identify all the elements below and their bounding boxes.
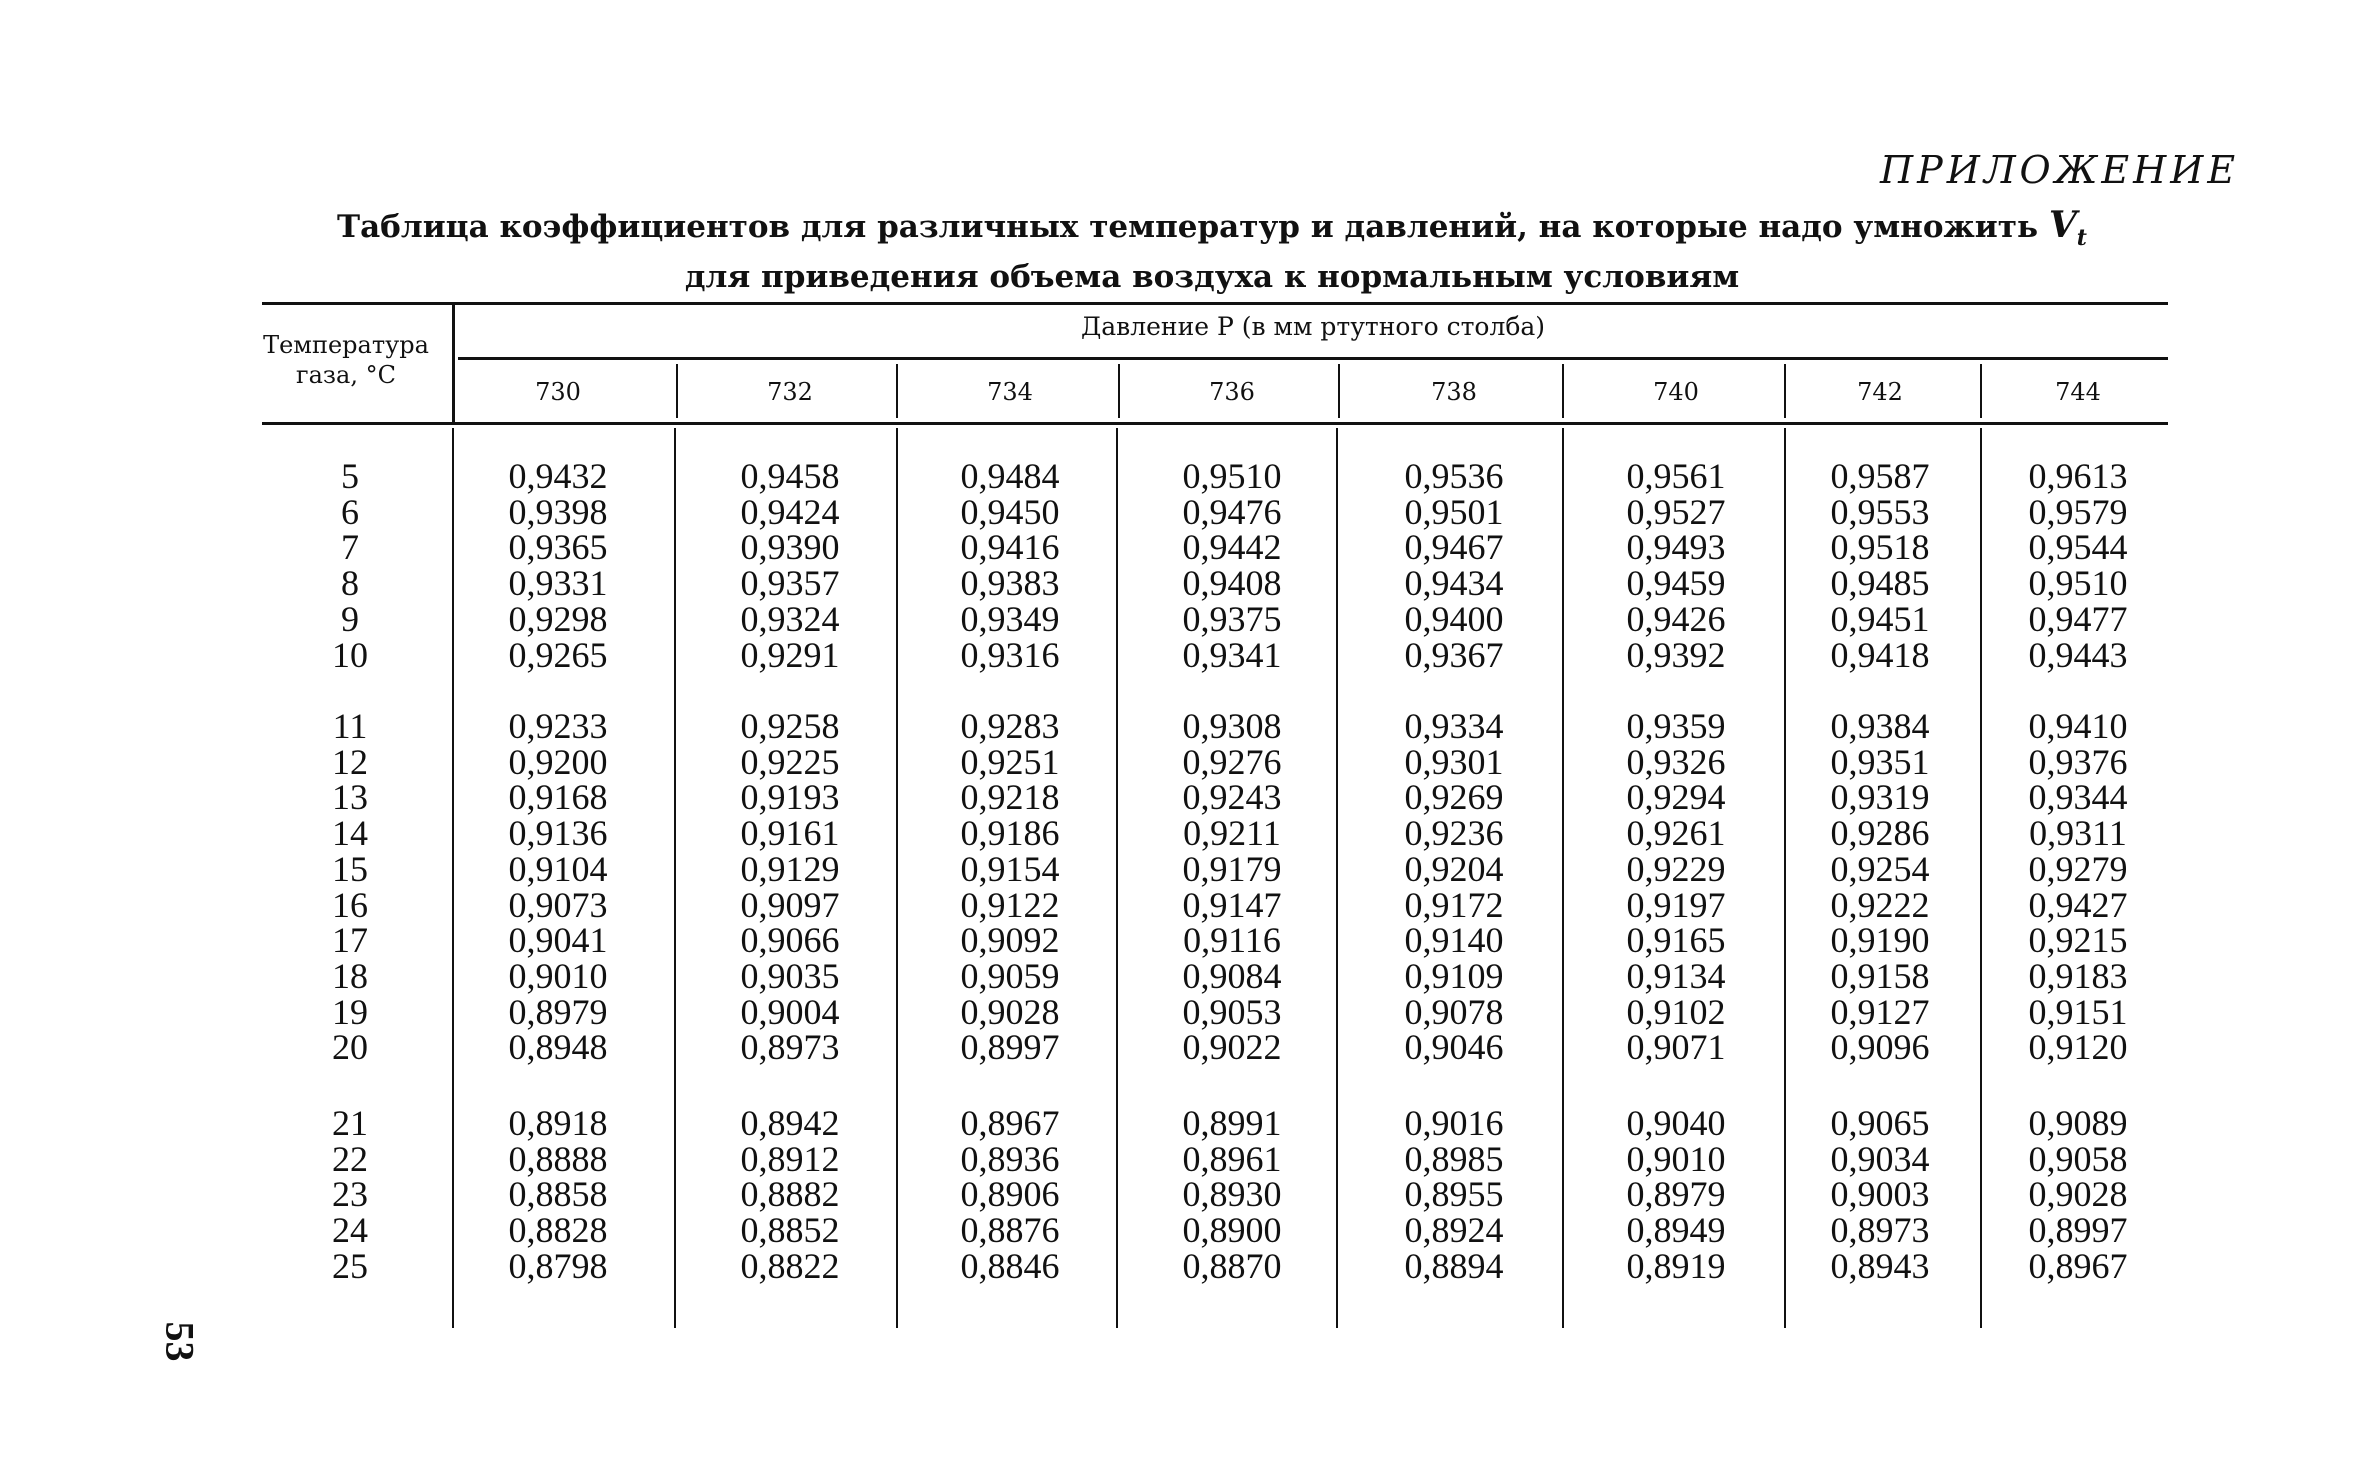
coefficient-cell: 0,9427 <box>2028 884 2128 925</box>
pressure-header: Давление P (в мм ртутного столба) <box>1080 312 1546 341</box>
coefficient-cell: 0,9432 <box>508 456 608 496</box>
coefficient-cell: 0,9434 <box>1404 563 1504 604</box>
temperature-cell: 16 <box>332 884 368 925</box>
coefficient-cell: 0,9120 <box>2028 1027 2128 1068</box>
coefficient-cell: 0,9065 <box>1830 1103 1930 1143</box>
coefficient-cell: 0,9190 <box>1830 920 1930 961</box>
temperature-cell: 5 <box>341 456 359 496</box>
coefficient-cell: 0,9127 <box>1830 991 1930 1032</box>
coefficient-cell: 0,9458 <box>740 456 840 496</box>
temperature-cell: 13 <box>332 777 368 818</box>
coefficient-cell: 0,9066 <box>740 920 840 961</box>
coefficient-cell: 0,9510 <box>2028 563 2128 604</box>
header-column-divider <box>1980 364 1982 418</box>
coefficient-cell: 0,8930 <box>1182 1174 1282 1215</box>
coefficient-cell: 0,9134 <box>1626 955 1726 996</box>
pressure-column-header: 730 <box>535 378 581 406</box>
coefficient-cell: 0,9053 <box>1182 991 1282 1032</box>
coefficient-cell: 0,8870 <box>1182 1245 1282 1286</box>
coefficient-cell: 0,8894 <box>1404 1245 1504 1286</box>
coefficient-cell: 0,9004 <box>740 991 840 1032</box>
coefficient-cell: 0,9316 <box>960 634 1060 675</box>
coefficient-cell: 0,9016 <box>1404 1103 1504 1143</box>
coefficient-cell: 0,9501 <box>1404 491 1504 532</box>
coefficient-cell: 0,9579 <box>2028 491 2128 532</box>
coefficient-cell: 0,9424 <box>740 491 840 532</box>
coefficient-cell: 0,9003 <box>1830 1174 1930 1215</box>
coefficient-cell: 0,9442 <box>1182 527 1282 568</box>
coefficient-cell: 0,9451 <box>1830 598 1930 639</box>
coefficient-cell: 0,9518 <box>1830 527 1930 568</box>
body-column-divider <box>1562 428 1564 1328</box>
coefficient-cell: 0,9078 <box>1404 991 1504 1032</box>
temperature-cell: 23 <box>332 1174 368 1215</box>
coefficient-cell: 0,9319 <box>1830 777 1930 818</box>
coefficient-cell: 0,9536 <box>1404 456 1504 496</box>
coefficient-cell: 0,8991 <box>1182 1103 1282 1143</box>
coefficient-cell: 0,9254 <box>1830 848 1930 889</box>
coefficient-cell: 0,9392 <box>1626 634 1726 675</box>
coefficient-cell: 0,9040 <box>1626 1103 1726 1143</box>
coefficient-cell: 0,9258 <box>740 706 840 746</box>
temperature-cell: 15 <box>332 848 368 889</box>
coefficient-cell: 0,9193 <box>740 777 840 818</box>
coefficient-cell: 0,9416 <box>960 527 1060 568</box>
coefficient-cell: 0,8858 <box>508 1174 608 1215</box>
coefficient-cell: 0,9426 <box>1626 598 1726 639</box>
coefficient-cell: 0,9073 <box>508 884 608 925</box>
coefficient-cell: 0,9326 <box>1626 741 1726 782</box>
coefficient-cell: 0,9544 <box>2028 527 2128 568</box>
coefficient-cell: 0,9286 <box>1830 813 1930 854</box>
title-variable: $V_t$ <box>2048 204 2087 252</box>
coefficient-cell: 0,8948 <box>508 1027 608 1068</box>
pressure-column-header: 738 <box>1431 378 1477 406</box>
coefficient-cell: 0,9251 <box>960 741 1060 782</box>
coefficient-cell: 0,9071 <box>1626 1027 1726 1068</box>
coefficient-cell: 0,9410 <box>2028 706 2128 746</box>
coefficient-cell: 0,9443 <box>2028 634 2128 675</box>
coefficient-cell: 0,9233 <box>508 706 608 746</box>
temperature-cell: 22 <box>332 1138 368 1179</box>
top-rule <box>262 302 2168 305</box>
coefficient-cell: 0,8997 <box>960 1027 1060 1068</box>
coefficient-cell: 0,9028 <box>960 991 1060 1032</box>
coefficient-cell: 0,8900 <box>1182 1210 1282 1251</box>
header-column-divider <box>676 364 678 418</box>
coefficient-cell: 0,9046 <box>1404 1027 1504 1068</box>
temperature-cell: 20 <box>332 1027 368 1068</box>
temperature-cell: 21 <box>332 1103 368 1143</box>
coefficient-cell: 0,8936 <box>960 1138 1060 1179</box>
coefficient-cell: 0,9022 <box>1182 1027 1282 1068</box>
coefficient-cell: 0,9294 <box>1626 777 1726 818</box>
appendix-label: ПРИЛОЖЕНИЕ <box>1880 148 2240 192</box>
coefficient-cell: 0,9058 <box>2028 1138 2128 1179</box>
coefficient-cell: 0,9261 <box>1626 813 1726 854</box>
temperature-cell: 19 <box>332 991 368 1032</box>
coefficient-cell: 0,8955 <box>1404 1174 1504 1215</box>
coefficient-cell: 0,9122 <box>960 884 1060 925</box>
coefficient-cell: 0,8924 <box>1404 1210 1504 1251</box>
coefficient-cell: 0,9484 <box>960 456 1060 496</box>
coefficient-cell: 0,9408 <box>1182 563 1282 604</box>
coefficient-cell: 0,8912 <box>740 1138 840 1179</box>
coefficient-cell: 0,9147 <box>1182 884 1282 925</box>
header-column-divider <box>1784 364 1786 418</box>
temperature-cell: 12 <box>332 741 368 782</box>
coefficient-cell: 0,9351 <box>1830 741 1930 782</box>
coefficient-cell: 0,9510 <box>1182 456 1282 496</box>
coefficient-cell: 0,9010 <box>1626 1138 1726 1179</box>
coefficient-cell: 0,9225 <box>740 741 840 782</box>
coefficient-cell: 0,9400 <box>1404 598 1504 639</box>
coefficient-cell: 0,9308 <box>1182 706 1282 746</box>
coefficient-cell: 0,9140 <box>1404 920 1504 961</box>
body-column-divider <box>1784 428 1786 1328</box>
coefficient-cell: 0,9301 <box>1404 741 1504 782</box>
coefficient-cell: 0,9096 <box>1830 1027 1930 1068</box>
coefficient-cell: 0,8997 <box>2028 1210 2128 1251</box>
coefficient-cell: 0,9587 <box>1830 456 1930 496</box>
coefficient-cell: 0,9084 <box>1182 955 1282 996</box>
coefficient-cell: 0,8906 <box>960 1174 1060 1215</box>
coefficient-cell: 0,8979 <box>508 991 608 1032</box>
coefficient-cell: 0,8961 <box>1182 1138 1282 1179</box>
temperature-cell: 10 <box>332 634 368 675</box>
coefficient-cell: 0,9243 <box>1182 777 1282 818</box>
coefficient-cell: 0,9151 <box>2028 991 2128 1032</box>
coefficient-cell: 0,8852 <box>740 1210 840 1251</box>
coefficient-cell: 0,9493 <box>1626 527 1726 568</box>
body-column-divider <box>1980 428 1982 1328</box>
coefficient-cell: 0,8979 <box>1626 1174 1726 1215</box>
temperature-cell: 11 <box>332 706 368 746</box>
coefficient-cell: 0,9165 <box>1626 920 1726 961</box>
pressure-column-header: 740 <box>1653 378 1699 406</box>
coefficient-cell: 0,8888 <box>508 1138 608 1179</box>
body-column-divider <box>896 428 898 1328</box>
temperature-cell: 25 <box>332 1245 368 1286</box>
body-column-divider <box>1116 428 1118 1328</box>
coefficient-cell: 0,8949 <box>1626 1210 1726 1251</box>
coefficient-cell: 0,9197 <box>1626 884 1726 925</box>
title-line-2: для приведения объема воздуха к нормальным условиям <box>684 259 1740 296</box>
coefficient-cell: 0,9298 <box>508 598 608 639</box>
coefficient-cell: 0,9365 <box>508 527 608 568</box>
coefficient-cell: 0,9485 <box>1830 563 1930 604</box>
temperature-cell: 7 <box>341 527 359 568</box>
coefficient-cell: 0,9200 <box>508 741 608 782</box>
pressure-column-header: 736 <box>1209 378 1255 406</box>
pressure-underline <box>458 357 2168 360</box>
pressure-column-header: 734 <box>987 378 1033 406</box>
coefficient-cell: 0,9211 <box>1183 813 1281 854</box>
temperature-header: Температура газа, °С <box>263 331 429 389</box>
coefficient-cell: 0,9116 <box>1183 920 1281 961</box>
coefficient-cell: 0,9129 <box>740 848 840 889</box>
temperature-cell: 6 <box>341 491 359 532</box>
coefficient-cell: 0,9349 <box>960 598 1060 639</box>
coefficient-cell: 0,9324 <box>740 598 840 639</box>
temp-header-divider <box>452 304 455 422</box>
coefficient-cell: 0,9028 <box>2028 1174 2128 1215</box>
coefficient-cell: 0,9279 <box>2028 848 2128 889</box>
coefficient-cell: 0,9276 <box>1182 741 1282 782</box>
coefficient-cell: 0,9034 <box>1830 1138 1930 1179</box>
coefficient-cell: 0,9010 <box>508 955 608 996</box>
coefficient-cell: 0,9553 <box>1830 491 1930 532</box>
coefficient-cell: 0,9158 <box>1830 955 1930 996</box>
coefficient-cell: 0,8985 <box>1404 1138 1504 1179</box>
coefficient-cell: 0,9236 <box>1404 813 1504 854</box>
coefficient-cell: 0,8822 <box>740 1245 840 1286</box>
coefficient-cell: 0,8943 <box>1830 1245 1930 1286</box>
coefficient-cell: 0,8967 <box>960 1103 1060 1143</box>
header-column-divider <box>1118 364 1120 418</box>
coefficient-cell: 0,8919 <box>1626 1245 1726 1286</box>
coefficient-cell: 0,9136 <box>508 813 608 854</box>
coefficient-cell: 0,9376 <box>2028 741 2128 782</box>
coefficient-cell: 0,9418 <box>1830 634 1930 675</box>
coefficient-cell: 0,9367 <box>1404 634 1504 675</box>
coefficient-cell: 0,9359 <box>1626 706 1726 746</box>
coefficient-cell: 0,8846 <box>960 1245 1060 1286</box>
coefficient-cell: 0,8798 <box>508 1245 608 1286</box>
coefficient-cell: 0,9168 <box>508 777 608 818</box>
coefficient-cell: 0,9341 <box>1182 634 1282 675</box>
temperature-cell: 18 <box>332 955 368 996</box>
coefficient-cell: 0,9613 <box>2028 456 2128 496</box>
title-line-1: Таблица коэффициентов для различных температур и давлений, на которые надо умножить <box>337 209 2039 245</box>
coefficient-cell: 0,9357 <box>740 563 840 604</box>
coefficient-cell: 0,9384 <box>1830 706 1930 746</box>
coefficient-cell: 0,9398 <box>508 491 608 532</box>
temperature-cell: 17 <box>332 920 368 961</box>
coefficient-cell: 0,9161 <box>740 813 840 854</box>
coefficient-cell: 0,9172 <box>1404 884 1504 925</box>
coefficient-cell: 0,9154 <box>960 848 1060 889</box>
body-column-divider <box>674 428 676 1328</box>
coefficient-cell: 0,9089 <box>2028 1103 2128 1143</box>
coefficient-cell: 0,8973 <box>1830 1210 1930 1251</box>
coefficient-cell: 0,9383 <box>960 563 1060 604</box>
coefficient-cell: 0,8876 <box>960 1210 1060 1251</box>
pressure-column-header: 742 <box>1857 378 1903 406</box>
coefficient-cell: 0,9041 <box>508 920 608 961</box>
coefficient-cell: 0,9450 <box>960 491 1060 532</box>
coefficient-cell: 0,9186 <box>960 813 1060 854</box>
temperature-cell: 8 <box>341 563 359 604</box>
coefficient-cell: 0,9183 <box>2028 955 2128 996</box>
coefficient-cell: 0,8942 <box>740 1103 840 1143</box>
coefficient-cell: 0,8828 <box>508 1210 608 1251</box>
coefficient-cell: 0,9215 <box>2028 920 2128 961</box>
coefficient-cell: 0,9459 <box>1626 563 1726 604</box>
body-column-divider <box>1336 428 1338 1328</box>
coefficient-cell: 0,9104 <box>508 848 608 889</box>
coefficient-cell: 0,9375 <box>1182 598 1282 639</box>
coefficient-cell: 0,9218 <box>960 777 1060 818</box>
coefficient-cell: 0,9476 <box>1182 491 1282 532</box>
coefficient-cell: 0,9179 <box>1182 848 1282 889</box>
pressure-column-header: 732 <box>767 378 813 406</box>
page-number: 53 <box>157 1321 203 1362</box>
coefficient-cell: 0,9283 <box>960 706 1060 746</box>
temperature-cell: 9 <box>341 598 359 639</box>
temperature-cell: 24 <box>332 1210 368 1251</box>
coefficient-cell: 0,9390 <box>740 527 840 568</box>
coefficient-cell: 0,9265 <box>508 634 608 675</box>
coefficient-cell: 0,9467 <box>1404 527 1504 568</box>
coefficient-cell: 0,9291 <box>740 634 840 675</box>
coefficient-cell: 0,9097 <box>740 884 840 925</box>
temperature-cell: 14 <box>332 813 368 854</box>
body-column-divider <box>452 428 454 1328</box>
coefficient-cell: 0,9222 <box>1830 884 1930 925</box>
coefficient-cell: 0,9561 <box>1626 456 1726 496</box>
pressure-column-header: 744 <box>2055 378 2101 406</box>
header-column-divider <box>1562 364 1564 418</box>
coefficient-cell: 0,9527 <box>1626 491 1726 532</box>
header-bottom-rule <box>262 422 2168 425</box>
table-title <box>262 206 2162 297</box>
coefficient-cell: 0,9229 <box>1626 848 1726 889</box>
coefficient-cell: 0,9109 <box>1404 955 1504 996</box>
coefficient-cell: 0,9334 <box>1404 706 1504 746</box>
coefficient-cell: 0,9344 <box>2028 777 2128 818</box>
coefficient-cell: 0,9102 <box>1626 991 1726 1032</box>
coefficient-cell: 0,9059 <box>960 955 1060 996</box>
header-column-divider <box>1338 364 1340 418</box>
coefficient-cell: 0,9331 <box>508 563 608 604</box>
coefficient-cell: 0,9035 <box>740 955 840 996</box>
coefficient-cell: 0,9477 <box>2028 598 2128 639</box>
coefficient-cell: 0,8882 <box>740 1174 840 1215</box>
coefficient-cell: 0,8973 <box>740 1027 840 1068</box>
coefficient-cell: 0,9269 <box>1404 777 1504 818</box>
coefficient-cell: 0,9311 <box>2029 813 2127 854</box>
header-column-divider <box>896 364 898 418</box>
coefficient-cell: 0,9092 <box>960 920 1060 961</box>
coefficient-cell: 0,8918 <box>508 1103 608 1143</box>
coefficient-cell: 0,9204 <box>1404 848 1504 889</box>
coefficient-cell: 0,8967 <box>2028 1245 2128 1286</box>
